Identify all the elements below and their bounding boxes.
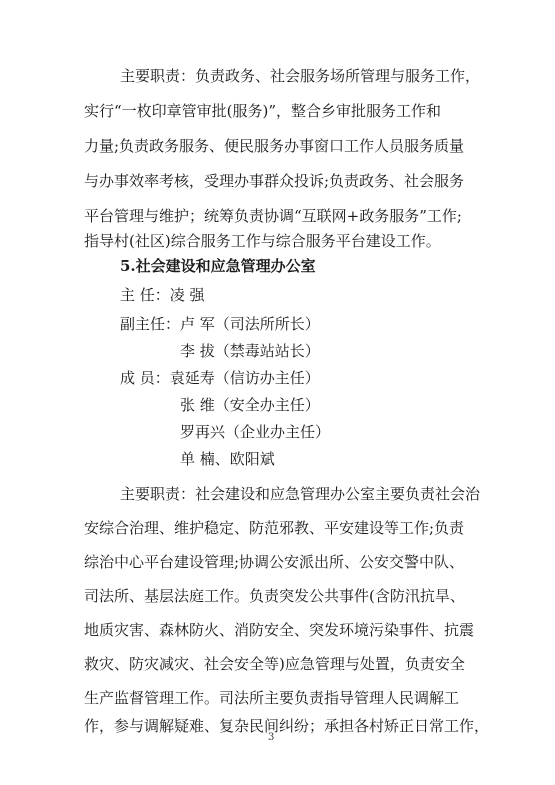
section-heading: 5.社会建设和应急管理办公室: [120, 257, 316, 275]
duty-line: 指导村(社区)综合服务工作与综合服务平台建设工作。: [84, 232, 441, 250]
duty-line: 平台管理与维护；统筹负责协调“互联网+政务服务”工作;: [84, 207, 462, 225]
duty-line: 力量;负责政务服务、便民服务办事窗口工作人员服务质量: [84, 137, 465, 155]
director-line: 主 任：凌 强: [120, 286, 205, 304]
duty-line: 安综合治理、维护稳定、防范邪教、平安建设等工作;负责: [84, 519, 465, 537]
duty-line: 主要职责：负责政务、社会服务场所管理与服务工作，: [120, 67, 481, 85]
duty-line: 实行“一枚印章管审批(服务)”，整合乡审批服务工作和: [84, 102, 442, 120]
duty-line: 综治中心平台建设管理;协调公安派出所、公安交警中队、: [84, 553, 465, 571]
deputy-line: 李 拔（禁毒站站长）: [180, 342, 320, 360]
duty-line: 地质灾害、森林防火、消防安全、突发环境污染事件、抗震: [84, 621, 475, 639]
member-line: 张 维（安全办主任）: [180, 396, 320, 414]
member-line: 成 员：袁延寿（信访办主任）: [120, 369, 320, 387]
duty-line: 与办事效率考核，受理办事群众投诉;负责政务、社会服务: [84, 172, 465, 190]
duty-line: 生产监督管理工作。司法所主要负责指导管理人民调解工: [84, 689, 460, 707]
duty-line: 作，参与调解疑难、复杂民间纠纷；承担各村矫正日常工作，: [84, 717, 490, 735]
page-number: 3: [268, 732, 275, 743]
member-line: 罗再兴（企业办主任）: [180, 423, 331, 441]
deputy-line: 副主任：卢 军（司法所所长）: [120, 315, 320, 333]
duty-line: 司法所、基层法庭工作。负责突发公共事件(含防汛抗旱、: [84, 587, 465, 605]
duty-line: 主要职责：社会建设和应急管理办公室主要负责社会治: [120, 485, 481, 503]
member-line: 单 楠、欧阳斌: [180, 450, 275, 468]
duty-line: 救灾、防灾减灾、社会安全等)应急管理与处置，负责安全: [84, 655, 465, 673]
